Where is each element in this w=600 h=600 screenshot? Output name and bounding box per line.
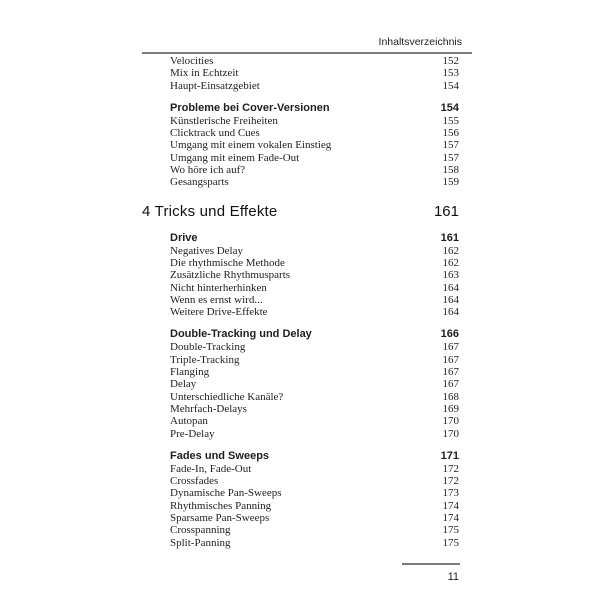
toc-entry[interactable]	[142, 67, 459, 79]
entry-page: 167	[442, 353, 459, 366]
entry-page: 167	[442, 378, 459, 391]
entry-title: Mix in Echtzeit	[170, 67, 239, 80]
entry-title: Nicht hinterherhinken	[170, 281, 267, 294]
toc-entry[interactable]	[142, 80, 459, 92]
entry-page: 153	[442, 67, 459, 80]
entry-page: 156	[442, 127, 459, 140]
entry-title: Delay	[170, 378, 197, 391]
entry-page: 164	[442, 281, 459, 294]
chapter-page: 161	[433, 202, 459, 220]
entry-title: Fade-In, Fade-Out	[170, 462, 252, 475]
section-page: 154	[440, 101, 459, 114]
entry-title: Negatives Delay	[170, 244, 243, 257]
entry-title: Weitere Drive-Effekte	[170, 306, 268, 319]
entry-title: Autopan	[170, 415, 208, 428]
entry-page: 173	[442, 487, 459, 500]
toc-entry[interactable]	[142, 512, 459, 524]
entry-page: 158	[442, 164, 459, 177]
entry-title: Die rhythmische Methode	[170, 256, 285, 269]
entry-page: 170	[442, 415, 459, 428]
entry-title: Pre-Delay	[170, 427, 215, 440]
entry-title: Umgang mit einem vokalen Einstieg	[170, 139, 332, 152]
toc-entry[interactable]	[142, 176, 459, 188]
entry-title: Mehrfach-Delays	[170, 402, 247, 415]
section-title: Double-Tracking und Delay	[170, 328, 312, 341]
entry-page: 168	[442, 390, 459, 403]
entry-title: Wenn es ernst wird...	[170, 293, 263, 306]
header-rule	[142, 52, 472, 54]
entry-title: Crossfades	[170, 475, 219, 488]
toc-entry[interactable]	[142, 428, 459, 440]
section-fades-sweeps	[142, 450, 459, 549]
section-title: Drive	[170, 231, 198, 244]
toc-entry[interactable]	[142, 500, 459, 512]
toc-entry[interactable]	[142, 463, 459, 475]
entry-page: 170	[442, 427, 459, 440]
entry-title: Split-Panning	[170, 536, 231, 549]
running-head: Inhaltsverzeichnis	[378, 36, 462, 48]
entry-title: Double-Tracking	[170, 341, 246, 354]
toc-entry[interactable]	[142, 55, 459, 67]
entry-page: 157	[442, 139, 459, 152]
entry-page: 172	[442, 462, 459, 475]
toc-entry[interactable]	[142, 282, 459, 294]
toc-entry[interactable]	[142, 152, 459, 164]
section-page: 166	[440, 328, 459, 341]
entry-page: 174	[442, 499, 459, 512]
toc-entry[interactable]	[142, 391, 459, 403]
section-heading[interactable]	[142, 450, 459, 463]
entry-page: 175	[442, 536, 459, 549]
entry-title: Sparsame Pan-Sweeps	[170, 512, 270, 525]
entry-title: Zusätzliche Rhythmusparts	[170, 269, 291, 282]
entry-title: Clicktrack und Cues	[170, 127, 260, 140]
toc-entry[interactable]	[142, 127, 459, 139]
section-title: Probleme bei Cover-Versionen	[170, 101, 330, 114]
entry-title: Haupt-Einsatzgebiet	[170, 79, 260, 92]
toc-entry[interactable]	[142, 475, 459, 487]
entry-title: Wo höre ich auf?	[170, 164, 246, 177]
entry-page: 175	[442, 524, 459, 537]
entry-page: 164	[442, 306, 459, 319]
entry-title: Dynamische Pan-Sweeps	[170, 487, 282, 500]
footer-rule	[402, 563, 460, 565]
toc-entry[interactable]	[142, 524, 459, 536]
page-number: 11	[447, 571, 459, 583]
section-page: 171	[440, 449, 459, 462]
chapter-title: 4 Tricks und Effekte	[142, 202, 278, 220]
table-of-contents	[142, 55, 459, 559]
toc-entry[interactable]	[142, 537, 459, 549]
entry-page: 154	[442, 79, 459, 92]
toc-entry[interactable]	[142, 415, 459, 427]
toc-entry[interactable]	[142, 115, 459, 127]
entry-page: 174	[442, 512, 459, 525]
entry-title: Umgang mit einem Fade-Out	[170, 151, 300, 164]
entry-page: 167	[442, 341, 459, 354]
toc-entry[interactable]	[142, 139, 459, 151]
toc-entry[interactable]	[142, 294, 459, 306]
section-heading[interactable]	[142, 328, 459, 341]
section-double-tracking	[142, 328, 459, 439]
entry-page: 172	[442, 475, 459, 488]
entry-title: Künstlerische Freiheiten	[170, 114, 278, 127]
toc-entry[interactable]	[142, 245, 459, 257]
entry-page: 162	[442, 244, 459, 257]
entry-title: Gesangsparts	[170, 176, 229, 189]
entry-title: Flanging	[170, 366, 210, 379]
section-heading[interactable]	[142, 232, 459, 245]
carryover-entries	[142, 55, 459, 92]
entry-title: Rhythmisches Panning	[170, 499, 272, 512]
entry-page: 163	[442, 269, 459, 282]
toc-entry[interactable]	[142, 366, 459, 378]
entry-page: 162	[442, 256, 459, 269]
toc-entry[interactable]	[142, 378, 459, 390]
toc-entry[interactable]	[142, 257, 459, 269]
entry-page: 167	[442, 366, 459, 379]
chapter-heading[interactable]	[142, 203, 459, 220]
entry-page: 155	[442, 114, 459, 127]
toc-entry[interactable]	[142, 403, 459, 415]
entry-title: Triple-Tracking	[170, 353, 240, 366]
toc-entry[interactable]	[142, 487, 459, 499]
entry-page: 152	[442, 55, 459, 67]
section-cover-versions	[142, 102, 459, 189]
toc-entry[interactable]	[142, 269, 459, 281]
section-heading[interactable]	[142, 102, 459, 115]
section-page: 161	[440, 231, 459, 244]
entry-title: Velocities	[170, 55, 214, 67]
toc-entry[interactable]	[142, 354, 459, 366]
entry-title: Unterschiedliche Kanäle?	[170, 390, 284, 403]
toc-entry[interactable]	[142, 306, 459, 318]
toc-entry[interactable]	[142, 164, 459, 176]
section-title: Fades und Sweeps	[170, 449, 270, 462]
entry-page: 164	[442, 293, 459, 306]
entry-title: Crosspanning	[170, 524, 231, 537]
entry-page: 159	[442, 176, 459, 189]
toc-entry[interactable]	[142, 341, 459, 353]
entry-page: 157	[442, 151, 459, 164]
entry-page: 169	[442, 402, 459, 415]
section-drive	[142, 232, 459, 319]
